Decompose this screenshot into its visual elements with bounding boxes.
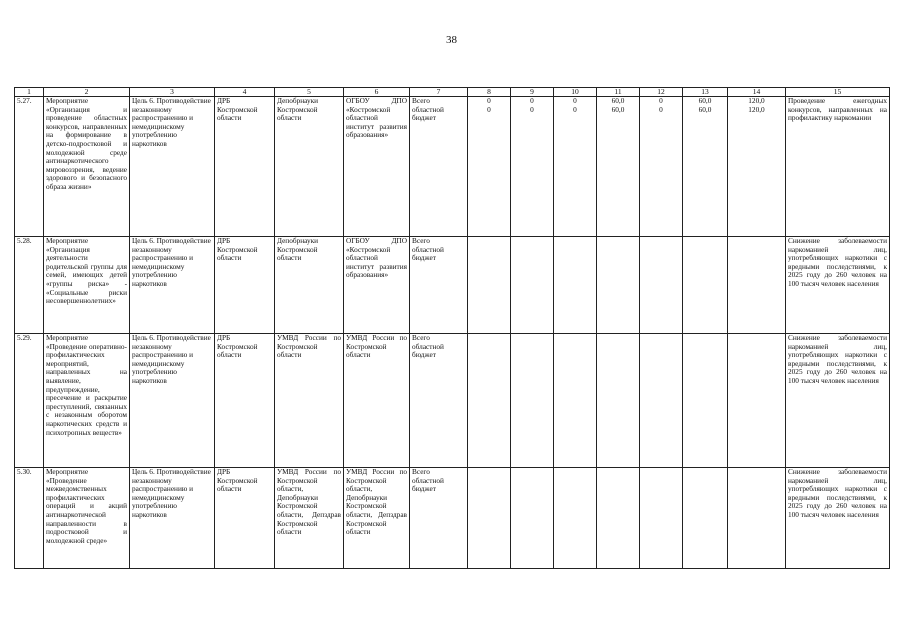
funding-source-cell <box>410 237 468 334</box>
value-cell <box>468 334 511 468</box>
row-number: 5.27. <box>15 97 44 237</box>
program-table <box>14 87 890 569</box>
event-cell: Мероприятие «Проведение оперативно-профилактических мероприятий, направленных на выявление, предупреждение, пресечение и раскрытие преступлений, связанных с незаконным оборотом наркотических средств и психотропных веществ» <box>44 334 130 468</box>
column-number: 14 <box>728 88 786 97</box>
column-number: 2 <box>44 88 130 97</box>
executor-cell: УМВД России по Костромской области <box>275 334 344 468</box>
funding-regional-label: областной бюджет <box>412 104 444 123</box>
result-cell: Проведение ежегодных конкурсов, направленных на профилактику наркомании <box>786 97 890 237</box>
column-number-row <box>15 88 890 97</box>
funding-total-label: Всего <box>412 236 430 245</box>
value-total: 60,0 <box>611 96 625 105</box>
funding-source-cell <box>410 468 468 569</box>
coordinator-cell: ДРБ Костромской области <box>215 334 275 468</box>
column-number: 12 <box>640 88 683 97</box>
value-cell <box>683 334 728 468</box>
coordinator-cell: ДРБ Костромской области <box>215 237 275 334</box>
value-cell <box>640 468 683 569</box>
value-regional: 0 <box>573 104 577 114</box>
value-cell <box>728 334 786 468</box>
executor-cell: Депобрнауки Костромской области <box>275 237 344 334</box>
value-cell <box>597 97 640 237</box>
value-cell <box>683 97 728 237</box>
column-number: 6 <box>344 88 410 97</box>
event-cell: Мероприятие «Организация деятельности родительской группы для семей, имеющих детей «группы риска» - «Социальные риски несовершеннолетних» <box>44 237 130 334</box>
value-cell <box>728 237 786 334</box>
value-cell <box>728 468 786 569</box>
value-cell <box>554 97 597 237</box>
column-number: 13 <box>683 88 728 97</box>
funding-total-label: Всего <box>412 96 430 105</box>
column-number: 15 <box>786 88 890 97</box>
row-number: 5.29. <box>15 334 44 468</box>
value-cell <box>554 334 597 468</box>
value-cell <box>468 237 511 334</box>
funding-total-label: Всего <box>412 467 430 476</box>
table-row <box>15 237 890 334</box>
goal-cell: Цель 6. Противодействие незаконному распространению и немедицинскому употреблению наркотиков <box>130 468 215 569</box>
column-number: 8 <box>468 88 511 97</box>
value-cell <box>511 97 554 237</box>
value-cell <box>683 468 728 569</box>
value-cell <box>640 237 683 334</box>
funding-regional-label: областной бюджет <box>412 341 444 360</box>
value-cell <box>511 468 554 569</box>
value-regional: 0 <box>530 104 534 114</box>
participant-cell: УМВД России по Костромской области <box>344 334 410 468</box>
executor-cell: УМВД России по Костромской области, Депобрнауки Костромской области, Депздрав Костромской области <box>275 468 344 569</box>
value-regional: 0 <box>487 104 491 114</box>
value-cell <box>597 237 640 334</box>
row-number: 5.28. <box>15 237 44 334</box>
value-total: 60,0 <box>698 96 712 105</box>
column-number: 1 <box>15 88 44 97</box>
table-row <box>15 334 890 468</box>
page-number: 38 <box>446 34 457 46</box>
funding-source-cell <box>410 97 468 237</box>
value-total: 0 <box>487 96 491 105</box>
value-cell <box>597 468 640 569</box>
value-regional: 60,0 <box>611 104 625 114</box>
value-total: 0 <box>573 96 577 105</box>
coordinator-cell: ДРБ Костромской области <box>215 468 275 569</box>
funding-total-label: Всего <box>412 333 430 342</box>
value-regional: 60,0 <box>698 104 712 114</box>
coordinator-cell: ДРБ Костромской области <box>215 97 275 237</box>
value-cell <box>597 334 640 468</box>
value-cell <box>468 97 511 237</box>
column-number: 5 <box>275 88 344 97</box>
value-cell <box>511 237 554 334</box>
value-cell <box>511 334 554 468</box>
result-cell: Снижение заболеваемости наркоманией лиц, употребляющих наркотики с вредными последствиями, к 2025 году до 260 человек на 100 тысяч человек населения <box>786 468 890 569</box>
column-number: 11 <box>597 88 640 97</box>
column-number: 3 <box>130 88 215 97</box>
table-row <box>15 97 890 237</box>
participant-cell: ОГБОУ ДПО «Костромской областной институт развития образования» <box>344 237 410 334</box>
value-cell <box>554 468 597 569</box>
value-cell <box>640 334 683 468</box>
value-cell <box>640 97 683 237</box>
column-number: 4 <box>215 88 275 97</box>
funding-regional-label: областной бюджет <box>412 244 444 263</box>
participant-cell: ОГБОУ ДПО «Костромской областной институт развития образования» <box>344 97 410 237</box>
column-number: 9 <box>511 88 554 97</box>
event-cell: Мероприятие «Проведение межведомственных профилактических операций и акций антинаркотической направленности в подростковой и молодежной среде» <box>44 468 130 569</box>
value-total: 0 <box>530 96 534 105</box>
value-total: 0 <box>659 96 663 105</box>
value-regional: 120,0 <box>748 104 765 114</box>
value-total: 120,0 <box>748 96 765 105</box>
table-row <box>15 468 890 569</box>
result-cell: Снижение заболеваемости наркоманией лиц, употребляющих наркотики с вредными последствиями, к 2025 году до 260 человек на 100 тысяч человек населения <box>786 334 890 468</box>
result-cell: Снижение заболеваемости наркоманией лиц, употребляющих наркотики с вредными последствиями, к 2025 году до 260 человек на 100 тысяч человек населения <box>786 237 890 334</box>
participant-cell: УМВД России по Костромской области, Депобрнауки Костромской области, Депздрав Костромской области <box>344 468 410 569</box>
value-cell <box>468 468 511 569</box>
column-number: 7 <box>410 88 468 97</box>
value-cell <box>728 97 786 237</box>
executor-cell: Депобрнауки Костромской области <box>275 97 344 237</box>
funding-regional-label: областной бюджет <box>412 475 444 494</box>
value-regional: 0 <box>659 104 663 114</box>
funding-source-cell <box>410 334 468 468</box>
event-cell: Мероприятие «Организация и проведение областных конкурсов, направленных на формирование в детско-подростковой и молодежной среде антинаркотического мировоззрения, ведение здорового и безопасного образа жизни» <box>44 97 130 237</box>
column-number: 10 <box>554 88 597 97</box>
goal-cell: Цель 6. Противодействие незаконному распространению и немедицинскому употреблению наркотиков <box>130 97 215 237</box>
row-number: 5.30. <box>15 468 44 569</box>
goal-cell: Цель 6. Противодействие незаконному распространению и немедицинскому употреблению наркотиков <box>130 334 215 468</box>
value-cell <box>554 237 597 334</box>
goal-cell: Цель 6. Противодействие незаконному распространению и немедицинскому употреблению наркотиков <box>130 237 215 334</box>
value-cell <box>683 237 728 334</box>
